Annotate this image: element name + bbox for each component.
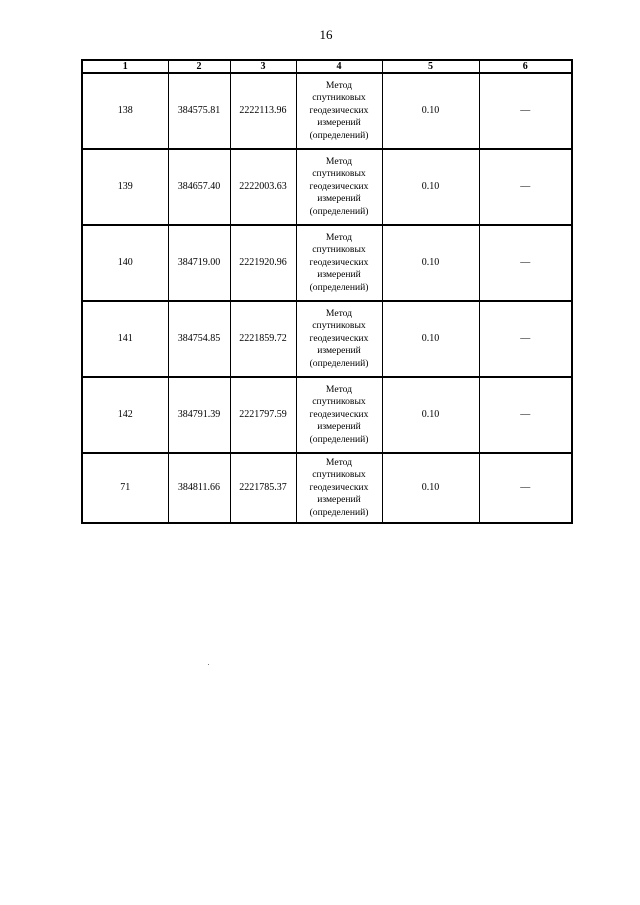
y-coordinate-cell: 2221859.72 bbox=[230, 301, 296, 377]
note-cell: — bbox=[479, 301, 572, 377]
method-text: Метод спутниковых геодезических измерений (определений) bbox=[309, 456, 369, 518]
x-coordinate-cell: 384575.81 bbox=[168, 73, 230, 149]
y-coordinate-cell: 2221785.37 bbox=[230, 453, 296, 523]
page-number: 16 bbox=[319, 27, 333, 42]
table-header-row bbox=[82, 60, 572, 73]
method-cell bbox=[296, 301, 382, 377]
point-number-cell: 139 bbox=[82, 149, 168, 225]
accuracy-cell: 0.10 bbox=[382, 453, 479, 523]
scan-speck bbox=[208, 664, 209, 665]
header-col-4: 4 bbox=[296, 60, 382, 73]
accuracy-cell: 0.10 bbox=[382, 377, 479, 453]
point-number-cell: 71 bbox=[82, 453, 168, 523]
accuracy-cell: 0.10 bbox=[382, 225, 479, 301]
y-coordinate-cell: 2221797.59 bbox=[230, 377, 296, 453]
y-coordinate-cell: 2222113.96 bbox=[230, 73, 296, 149]
table-row bbox=[82, 453, 572, 523]
method-cell bbox=[296, 73, 382, 149]
header-col-1: 1 bbox=[82, 60, 168, 73]
y-coordinate-cell: 2222003.63 bbox=[230, 149, 296, 225]
table-row bbox=[82, 377, 572, 453]
header-col-5: 5 bbox=[382, 60, 479, 73]
note-cell: — bbox=[479, 149, 572, 225]
method-cell bbox=[296, 225, 382, 301]
table-row bbox=[82, 73, 572, 149]
method-text: Метод спутниковых геодезических измерений (определений) bbox=[309, 231, 369, 293]
y-coordinate-cell: 2221920.96 bbox=[230, 225, 296, 301]
header-col-2: 2 bbox=[168, 60, 230, 73]
header-col-6: 6 bbox=[479, 60, 572, 73]
x-coordinate-cell: 384657.40 bbox=[168, 149, 230, 225]
x-coordinate-cell: 384791.39 bbox=[168, 377, 230, 453]
method-text: Метод спутниковых геодезических измерений (определений) bbox=[309, 307, 369, 369]
point-number-cell: 142 bbox=[82, 377, 168, 453]
x-coordinate-cell: 384719.00 bbox=[168, 225, 230, 301]
table-row bbox=[82, 301, 572, 377]
method-cell bbox=[296, 377, 382, 453]
header-col-3: 3 bbox=[230, 60, 296, 73]
note-cell: — bbox=[479, 453, 572, 523]
accuracy-cell: 0.10 bbox=[382, 149, 479, 225]
method-text: Метод спутниковых геодезических измерений (определений) bbox=[309, 79, 369, 141]
coordinates-table bbox=[81, 59, 573, 524]
x-coordinate-cell: 384811.66 bbox=[168, 453, 230, 523]
point-number-cell: 138 bbox=[82, 73, 168, 149]
note-cell: — bbox=[479, 377, 572, 453]
table-row bbox=[82, 149, 572, 225]
point-number-cell: 140 bbox=[82, 225, 168, 301]
point-number-cell: 141 bbox=[82, 301, 168, 377]
note-cell: — bbox=[479, 225, 572, 301]
table-row bbox=[82, 225, 572, 301]
accuracy-cell: 0.10 bbox=[382, 301, 479, 377]
method-text: Метод спутниковых геодезических измерений (определений) bbox=[309, 155, 369, 217]
method-text: Метод спутниковых геодезических измерений (определений) bbox=[309, 383, 369, 445]
note-cell: — bbox=[479, 73, 572, 149]
method-cell bbox=[296, 149, 382, 225]
x-coordinate-cell: 384754.85 bbox=[168, 301, 230, 377]
accuracy-cell: 0.10 bbox=[382, 73, 479, 149]
method-cell bbox=[296, 453, 382, 523]
